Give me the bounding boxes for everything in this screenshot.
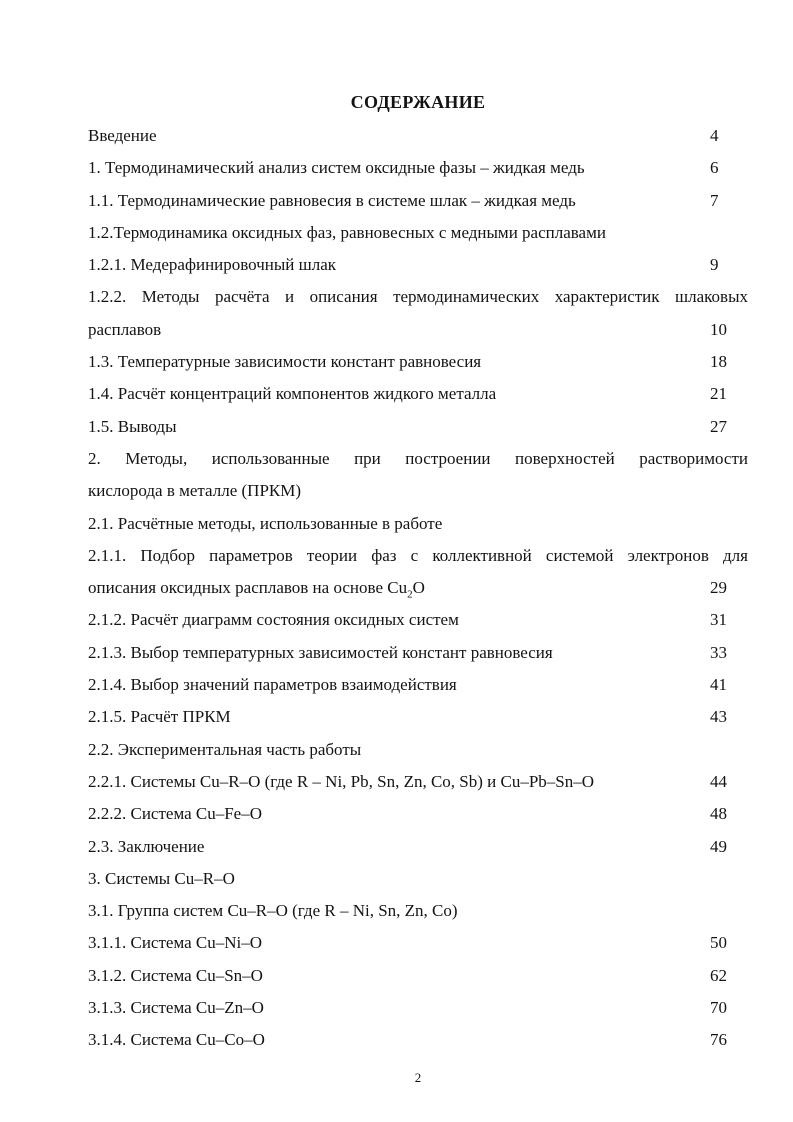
toc-entry-text: 2.3. Заключение xyxy=(88,836,205,856)
toc-entry-text: 2.1.4. Выбор значений параметров взаимодействия xyxy=(88,675,457,695)
toc-entry-page: 50 xyxy=(710,933,727,953)
toc-entry-text: 2.1.3. Выбор температурных зависимостей констант равновесия xyxy=(88,642,553,662)
page-title: СОДЕРЖАНИЕ xyxy=(350,92,486,112)
subscript: 2 xyxy=(407,588,413,601)
toc-entry-page: 49 xyxy=(710,836,727,856)
toc-entry-page: 31 xyxy=(710,610,727,630)
toc-entry xyxy=(88,120,748,152)
toc-entry xyxy=(88,475,748,507)
toc-entry xyxy=(88,540,748,572)
toc-entry-text: 2.1.1. Подбор параметров теории фаз с коллективной системой электронов для xyxy=(88,545,748,565)
toc-entry xyxy=(88,378,748,410)
toc-entry-page: 21 xyxy=(710,384,727,404)
toc-entry xyxy=(88,281,748,313)
toc-entry-page: 70 xyxy=(710,998,727,1018)
toc-entry-text: 1.2.1. Медерафинировочный шлак xyxy=(88,255,337,275)
toc-entry xyxy=(88,831,748,863)
toc-entry-page: 29 xyxy=(710,578,727,598)
toc-entry-page: 33 xyxy=(710,642,727,662)
toc-entry-page: 27 xyxy=(710,416,727,436)
toc-entry-text xyxy=(88,572,425,604)
toc-entry-text: 2. Методы, использованные при построении поверхностей растворимости xyxy=(88,448,748,468)
toc-entry-text: 3.1.3. Система Cu–Zn–O xyxy=(88,998,264,1018)
toc-entry-page: 6 xyxy=(710,158,719,178)
toc-entry-page: 43 xyxy=(710,707,727,727)
toc-entry xyxy=(88,637,748,669)
toc-entry-text: расплавов xyxy=(88,319,162,339)
toc-entry xyxy=(88,411,748,443)
toc-entry-text: 1.4. Расчёт концентраций компонентов жидкого металла xyxy=(88,384,497,404)
toc-entry-page: 4 xyxy=(710,126,719,145)
toc-entry xyxy=(88,1024,748,1056)
toc-entry-text: 2.1. Расчётные методы, использованные в работе xyxy=(88,513,443,533)
toc-entry xyxy=(88,798,748,830)
toc-entry xyxy=(88,314,748,346)
toc-entry xyxy=(88,960,748,992)
toc-entry-page: 41 xyxy=(710,675,727,695)
toc-entry-text: 1.3. Температурные зависимости констант равновесия xyxy=(88,352,482,372)
toc-entry xyxy=(88,508,748,540)
toc-entry-page: 10 xyxy=(710,319,727,339)
toc-entry xyxy=(88,249,748,281)
toc-entry-text: 2.1.2. Расчёт диаграмм состояния оксидных систем xyxy=(88,610,459,630)
toc-entry-text-main: описания оксидных расплавов на основе Cu xyxy=(88,578,408,598)
toc-entry xyxy=(88,443,748,475)
toc-entry-text: 1.2.2. Методы расчёта и описания термодинамических характеристик шлаковых xyxy=(88,287,748,307)
toc-entry-page: 9 xyxy=(710,255,719,275)
toc-entry xyxy=(88,927,748,959)
toc-entry xyxy=(88,701,748,733)
toc-entry xyxy=(88,572,748,604)
toc-entry xyxy=(88,152,748,184)
toc-entry-text: 3.1. Группа систем Cu–R–O (где R – Ni, Sn, Zn, Co) xyxy=(88,901,458,921)
toc-entry xyxy=(88,734,748,766)
toc-entry-text: 2.2.1. Системы Cu–R–O (где R – Ni, Pb, Sn, Zn, Co, Sb) и Cu–Pb–Sn–O xyxy=(88,771,595,791)
toc-entry-text: 2.1.5. Расчёт ПРКМ xyxy=(88,707,231,727)
toc-entry-text: 1.5. Выводы xyxy=(88,416,177,436)
toc-entry-page: 62 xyxy=(710,965,727,985)
toc-entry xyxy=(88,766,748,798)
toc-entry-text: 1. Термодинамический анализ систем оксидные фазы – жидкая медь xyxy=(88,158,585,178)
toc-entry-page: 76 xyxy=(710,1030,727,1050)
toc-entry-text: 3. Системы Cu–R–O xyxy=(88,868,235,888)
toc-entry-page: 44 xyxy=(710,771,727,791)
toc-entry-text: кислорода в металле (ПРКМ) xyxy=(88,481,302,501)
toc-entry-text-tail: O xyxy=(412,578,425,598)
toc-entry-text: 2.2. Экспериментальная часть работы xyxy=(88,739,362,759)
toc-entry xyxy=(88,863,748,895)
toc-entry-page: 48 xyxy=(710,804,727,824)
toc-entry xyxy=(88,185,748,217)
toc-entry xyxy=(88,895,748,927)
toc-entry-text: 3.1.2. Система Cu–Sn–O xyxy=(88,965,263,985)
toc-entry-text: 3.1.4. Система Cu–Co–O xyxy=(88,1030,265,1050)
toc-entry-text: 3.1.1. Система Cu–Ni–O xyxy=(88,933,263,953)
toc-entry-page: 18 xyxy=(710,352,727,372)
toc-entry-text: 2.2.2. Система Cu–Fe–O xyxy=(88,804,263,824)
toc-entry xyxy=(88,669,748,701)
page-number: 2 xyxy=(414,1070,422,1085)
toc-entry xyxy=(88,604,748,636)
toc-entry-page: 7 xyxy=(710,190,719,210)
toc-entry xyxy=(88,992,748,1024)
toc-entry xyxy=(88,346,748,378)
toc-entry-text: 1.2.Термодинамика оксидных фаз, равновесных с медными расплавами xyxy=(88,222,606,242)
table-of-contents xyxy=(88,120,748,1057)
toc-entry-text: 1.1. Термодинамические равновесия в системе шлак – жидкая медь xyxy=(88,190,576,210)
toc-entry-text: Введение xyxy=(88,126,157,145)
toc-entry xyxy=(88,217,748,249)
